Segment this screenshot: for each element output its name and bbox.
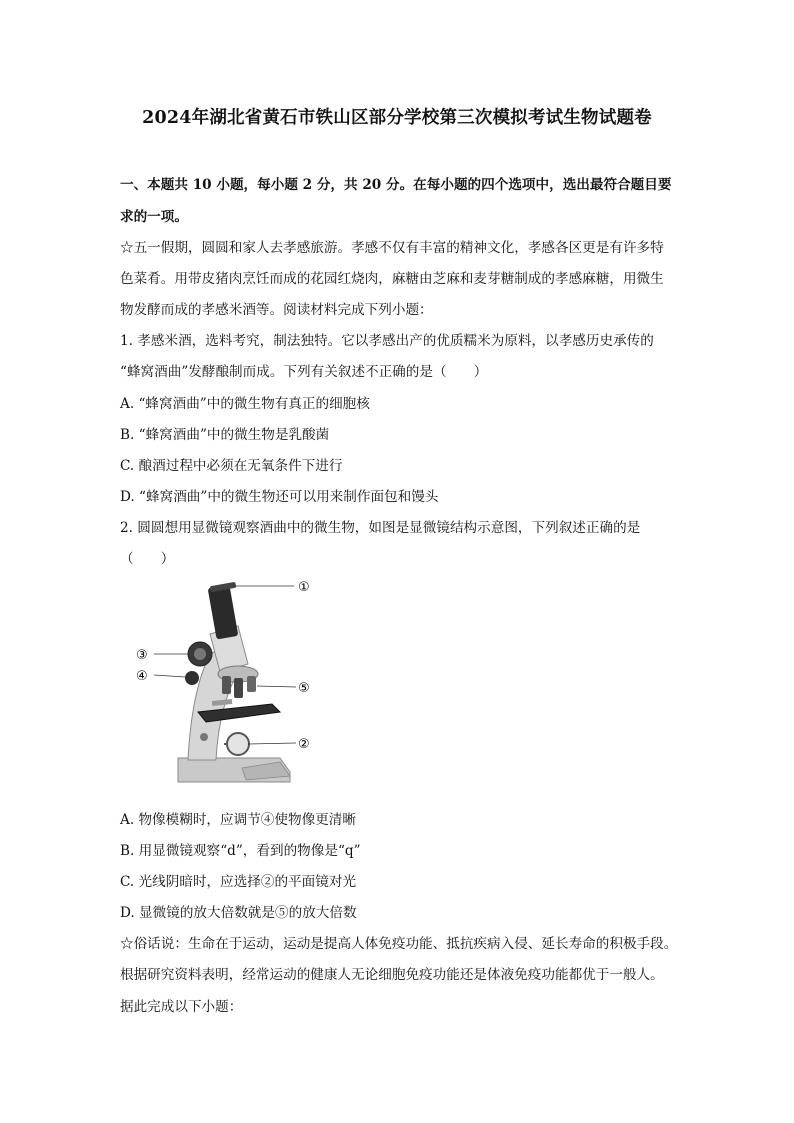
q2-stem-line-1: 2. 圆圆想用显微镜观察酒曲中的微生物，如图是显微镜结构示意图，下列叙述正确的是	[120, 520, 641, 536]
label-1: ①	[298, 580, 310, 595]
passage2-line-1: ☆俗话说：生命在于运动，运动是提高人体免疫功能、抵抗疾病入侵、延长寿命的积极手段。	[120, 936, 678, 952]
q2-option-a: A. 物像模糊时，应调节④使物像更清晰	[120, 812, 356, 828]
q2-option-d: D. 显微镜的放大倍数就是⑤的放大倍数	[120, 905, 357, 921]
passage2-line-3: 据此完成以下小题：	[120, 999, 243, 1015]
q1-option-a: A. “蜂窝酒曲”中的微生物有真正的细胞核	[120, 396, 370, 412]
q1-option-d: D. “蜂窝酒曲”中的微生物还可以用来制作面包和馒头	[120, 489, 439, 505]
label-2: ②	[298, 737, 310, 752]
section-heading-line-1: 一、本题共 10 小题，每小题 2 分，共 20 分。在每小题的四个选项中，选出最符合题目要	[120, 177, 672, 193]
microscope-figure	[130, 572, 330, 792]
label-4: ④	[136, 669, 148, 684]
q1-stem-line-1: 1. 孝感米酒，选料考究，制法独特。它以孝感出产的优质糯米为原料，以孝感历史承传的	[120, 333, 654, 349]
passage1-line-3: 物发酵而成的孝感米酒等。阅读材料完成下列小题：	[120, 302, 433, 318]
passage2-line-2: 根据研究资料表明，经常运动的健康人无论细胞免疫功能还是体液免疫功能都优于一般人。	[120, 967, 664, 983]
page-title: 2024年湖北省黄石市铁山区部分学校第三次模拟考试生物试题卷	[142, 108, 652, 128]
q1-option-b: B. “蜂窝酒曲”中的微生物是乳酸菌	[120, 427, 330, 443]
passage1-line-2: 色菜肴。用带皮猪肉烹饪而成的花园红烧肉，麻糖由芝麻和麦芽糖制成的孝感麻糖，用微生	[120, 271, 664, 287]
q2-option-b: B. 用显微镜观察“d”，看到的物像是“q”	[120, 843, 361, 859]
passage1-line-1: ☆五一假期，圆圆和家人去孝感旅游。孝感不仅有丰富的精神文化，孝感各区更是有许多特	[120, 240, 664, 256]
q1-stem-line-2: “蜂窝酒曲”发酵酿制而成。下列有关叙述不正确的是（ ）	[120, 364, 488, 380]
label-5: ⑤	[298, 681, 310, 696]
section-heading-line-2: 求的一项。	[120, 209, 188, 225]
q2-option-c: C. 光线阴暗时，应选择②的平面镜对光	[120, 874, 357, 890]
label-3: ③	[136, 648, 148, 663]
q2-stem-line-2: （ ）	[120, 551, 175, 567]
q1-option-c: C. 酿酒过程中必须在无氧条件下进行	[120, 458, 343, 474]
